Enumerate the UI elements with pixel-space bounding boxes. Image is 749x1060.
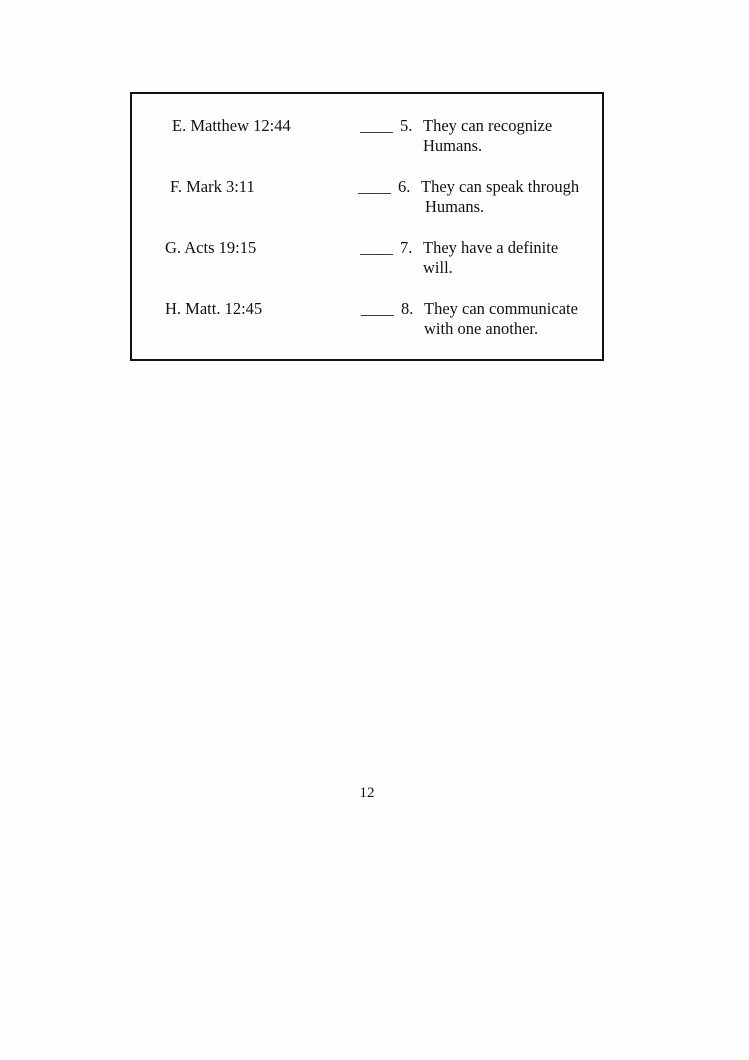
statement-number: 8.: [401, 299, 414, 318]
scripture-reference: F. Mark 3:11: [170, 177, 255, 196]
scripture-reference: G. Acts 19:15: [165, 238, 257, 257]
statement-text: [421, 177, 579, 217]
statement-line: They have a definite: [423, 238, 559, 257]
statement-line: They can recognize: [423, 116, 553, 135]
statement-text: [423, 116, 552, 156]
answer-blank[interactable]: ____: [358, 177, 391, 196]
statement-line: Humans.: [423, 136, 483, 155]
statement-number: 7.: [400, 238, 413, 257]
page-number: 12: [359, 785, 375, 801]
scripture-reference: E. Matthew 12:44: [172, 116, 291, 135]
answer-blank[interactable]: ____: [360, 238, 393, 257]
statement-line: Humans.: [425, 197, 485, 216]
statement-line: They can communicate: [424, 299, 578, 318]
statement-line: They can speak through: [421, 177, 580, 196]
statement-line: will.: [423, 258, 453, 277]
statement-text: [424, 299, 578, 339]
statement-line: with one another.: [424, 319, 539, 338]
scripture-reference: H. Matt. 12:45: [165, 299, 263, 318]
statement-text: [423, 238, 558, 278]
statement-number: 6.: [398, 177, 411, 196]
answer-blank[interactable]: ____: [360, 116, 393, 135]
matching-exercise-box: [130, 92, 604, 361]
answer-blank[interactable]: ____: [361, 299, 394, 318]
statement-number: 5.: [400, 116, 413, 135]
